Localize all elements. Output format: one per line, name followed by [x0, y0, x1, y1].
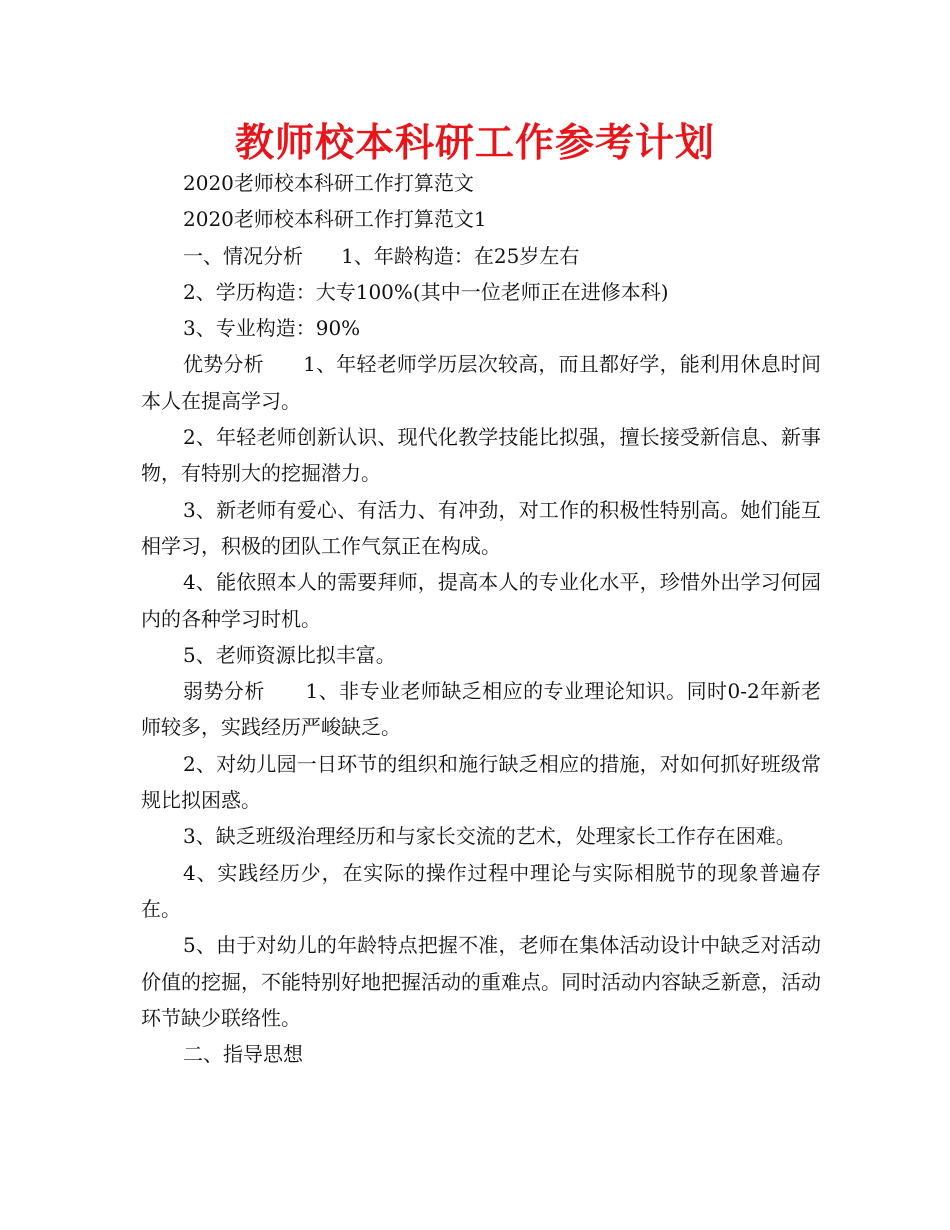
paragraph-major-structure: 3、专业构造：90%: [183, 316, 361, 341]
paragraph-advantage-1: 优势分析 1、年轻老师学历层次较高，而且都好学，能利用休息时间本人在提高学习。: [141, 352, 821, 413]
paragraph-weakness-1: 弱势分析 1、非专业老师缺乏相应的专业理论知识。同时0-2年新老师较多，实践经历严峻缺乏。: [141, 679, 821, 740]
document-body: [141, 165, 821, 1072]
document-title: 教师校本科研工作参考计划: [234, 121, 715, 166]
paragraph-guiding-ideology: 二、指导思想: [183, 1042, 303, 1067]
paragraph-subtitle-1: 2020老师校本科研工作打算范文1: [183, 207, 487, 232]
paragraph-advantage-4: 4、能依照本人的需要拜师，提高本人的专业化水平，珍惜外出学习何园内的各种学习时机。: [141, 570, 821, 631]
paragraph-situation-analysis: 一、情况分析 1、年龄构造：在25岁左右: [183, 243, 580, 268]
paragraph-weakness-5: 5、由于对幼儿的年龄特点把握不准，老师在集体活动设计中缺乏对活动价值的挖掘，不能特别好地把握活动的重难点。同时活动内容缺乏新意，活动环节缺少联络性。: [141, 933, 821, 1030]
paragraph-weakness-4: 4、实践经历少，在实际的操作过程中理论与实际相脱节的现象普遍存在。: [141, 860, 821, 921]
paragraph-subtitle: 2020老师校本科研工作打算范文: [183, 171, 474, 195]
paragraph-advantage-5: 5、老师资源比拟丰富。: [183, 642, 396, 667]
paragraph-advantage-3: 3、新老师有爱心、有活力、有冲劲，对工作的积极性特别高。她们能互相学习，积极的团队工作气氛正在构成。: [141, 497, 821, 558]
paragraph-advantage-2: 2、年轻老师创新认识、现代化教学技能比拟强，擅长接受新信息、新事物，有特别大的挖掘潜力。: [141, 425, 821, 486]
paragraph-weakness-3: 3、缺乏班级治理经历和与家长交流的艺术，处理家长工作存在困难。: [183, 824, 796, 849]
paragraph-education-structure: 2、学历构造：大专100%(其中一位老师正在进修本科): [183, 279, 669, 304]
paragraph-weakness-2: 2、对幼儿园一日环节的组织和施行缺乏相应的措施，对如何抓好班级常规比拟困惑。: [141, 751, 821, 813]
